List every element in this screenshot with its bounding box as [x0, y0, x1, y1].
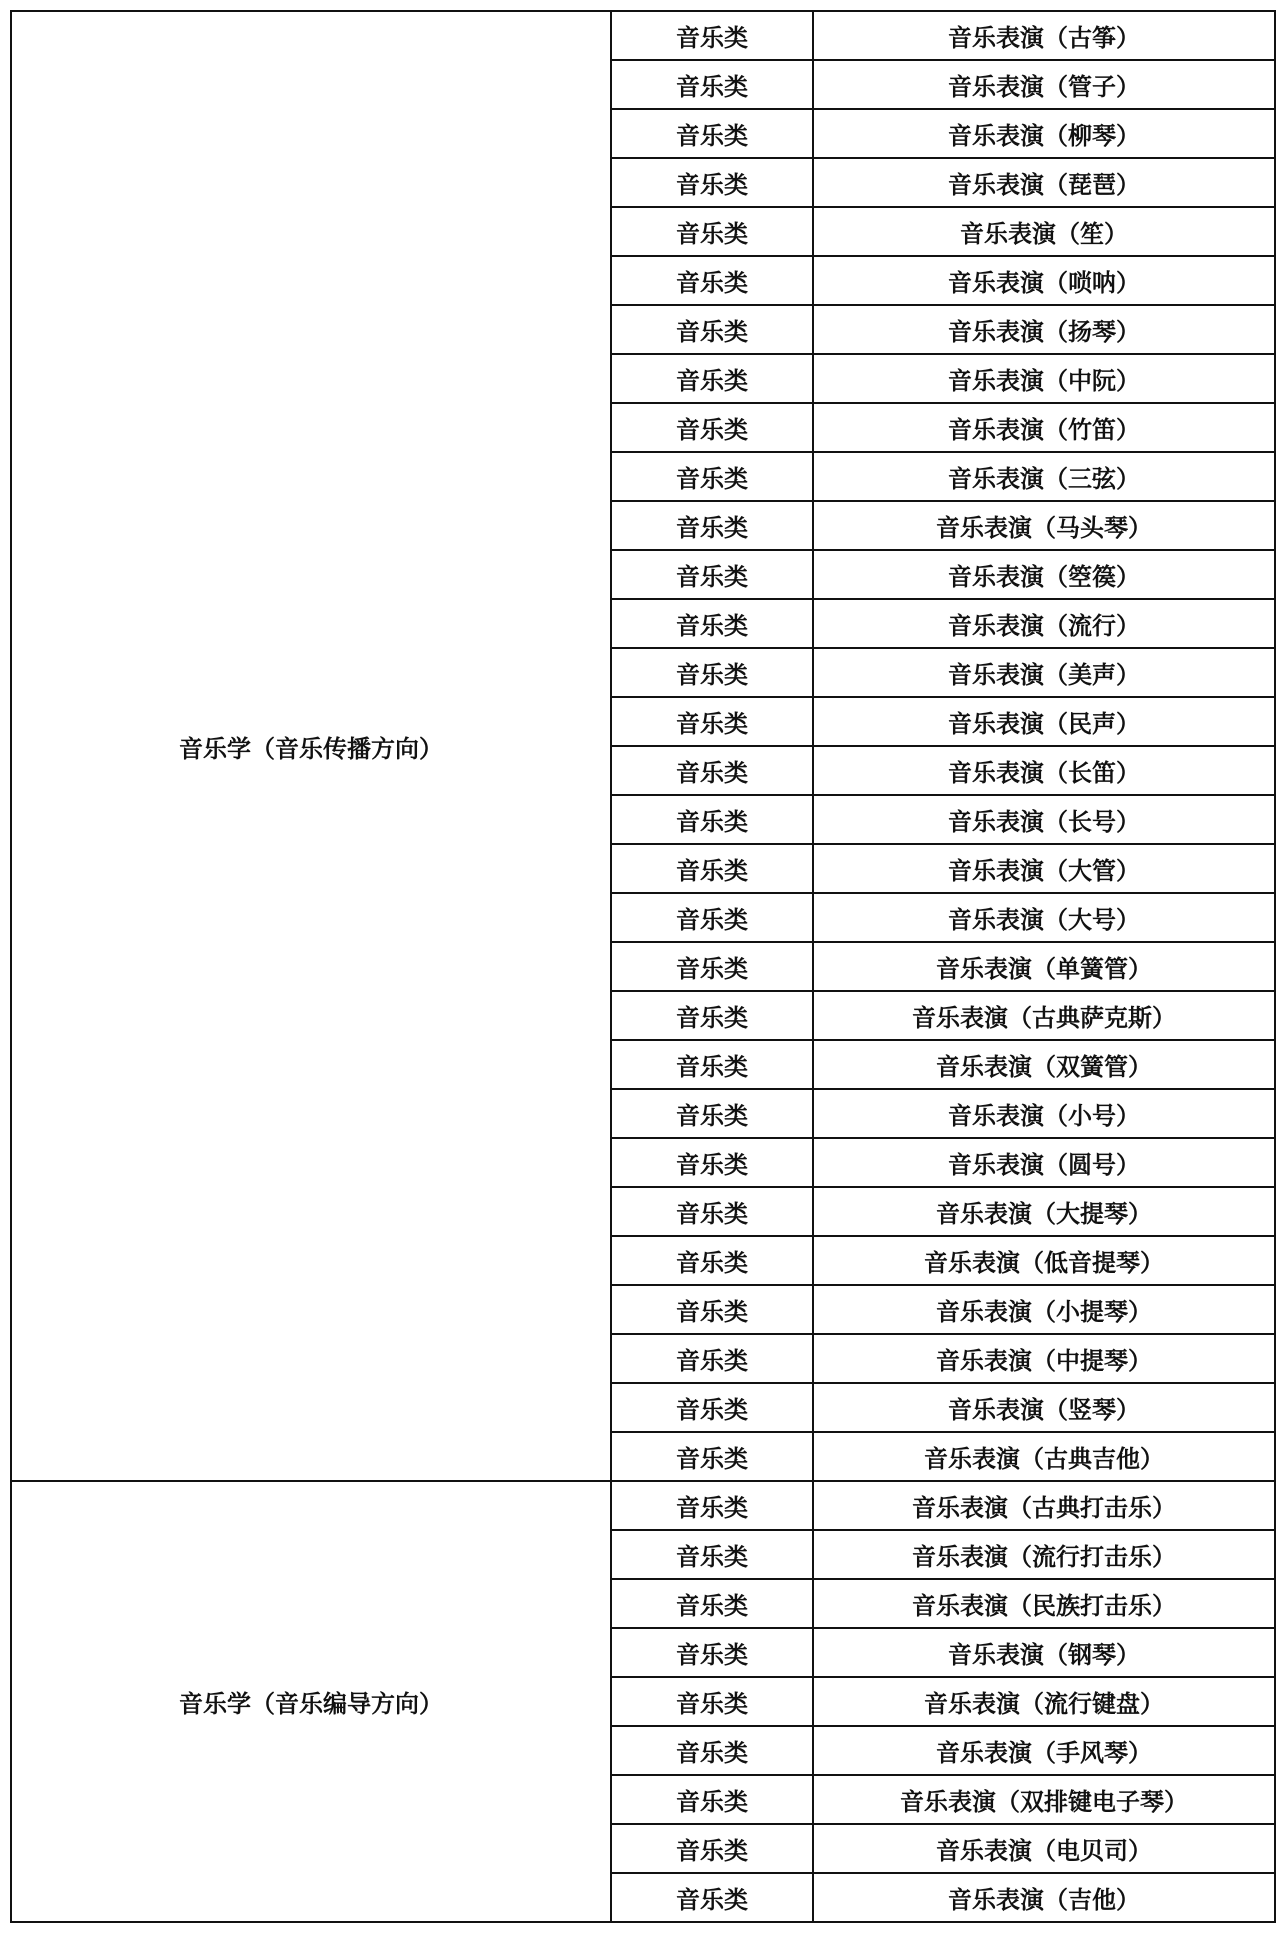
category-cell: 音乐类 [611, 893, 813, 942]
program-cell: 音乐表演（琵琶） [813, 158, 1275, 207]
category-cell: 音乐类 [611, 1530, 813, 1579]
program-cell: 音乐表演（大号） [813, 893, 1275, 942]
category-cell: 音乐类 [611, 1383, 813, 1432]
program-cell: 音乐表演（流行） [813, 599, 1275, 648]
category-cell: 音乐类 [611, 1628, 813, 1677]
category-cell: 音乐类 [611, 158, 813, 207]
category-cell: 音乐类 [611, 1726, 813, 1775]
program-cell: 音乐表演（管子） [813, 60, 1275, 109]
program-cell: 音乐表演（扬琴） [813, 305, 1275, 354]
category-cell: 音乐类 [611, 305, 813, 354]
program-cell: 音乐表演（古典打击乐） [813, 1481, 1275, 1530]
program-cell: 音乐表演（古筝） [813, 11, 1275, 60]
category-cell: 音乐类 [611, 1579, 813, 1628]
category-cell: 音乐类 [611, 60, 813, 109]
program-cell: 音乐表演（吉他） [813, 1873, 1275, 1922]
table-row [11, 1481, 1275, 1530]
program-cell: 音乐表演（钢琴） [813, 1628, 1275, 1677]
program-cell: 音乐表演（小提琴） [813, 1285, 1275, 1334]
category-cell: 音乐类 [611, 256, 813, 305]
category-cell: 音乐类 [611, 991, 813, 1040]
program-cell: 音乐表演（中阮） [813, 354, 1275, 403]
program-cell: 音乐表演（电贝司） [813, 1824, 1275, 1873]
program-cell: 音乐表演（长笛） [813, 746, 1275, 795]
category-cell: 音乐类 [611, 1334, 813, 1383]
program-cell: 音乐表演（竖琴） [813, 1383, 1275, 1432]
program-cell: 音乐表演（柳琴） [813, 109, 1275, 158]
category-cell: 音乐类 [611, 697, 813, 746]
category-cell: 音乐类 [611, 599, 813, 648]
program-cell: 音乐表演（马头琴） [813, 501, 1275, 550]
program-cell: 音乐表演（低音提琴） [813, 1236, 1275, 1285]
program-cell: 音乐表演（小号） [813, 1089, 1275, 1138]
major-cell: 音乐学（音乐传播方向） [11, 11, 611, 1481]
category-cell: 音乐类 [611, 1775, 813, 1824]
program-cell: 音乐表演（笙） [813, 207, 1275, 256]
program-cell: 音乐表演（双排键电子琴） [813, 1775, 1275, 1824]
program-cell: 音乐表演（流行键盘） [813, 1677, 1275, 1726]
table-body [11, 11, 1275, 1922]
category-cell: 音乐类 [611, 1089, 813, 1138]
category-cell: 音乐类 [611, 1285, 813, 1334]
category-cell: 音乐类 [611, 11, 813, 60]
program-cell: 音乐表演（圆号） [813, 1138, 1275, 1187]
program-cell: 音乐表演（三弦） [813, 452, 1275, 501]
category-cell: 音乐类 [611, 1187, 813, 1236]
program-cell: 音乐表演（美声） [813, 648, 1275, 697]
category-cell: 音乐类 [611, 1040, 813, 1089]
category-cell: 音乐类 [611, 452, 813, 501]
program-cell: 音乐表演（民族打击乐） [813, 1579, 1275, 1628]
program-cell: 音乐表演（流行打击乐） [813, 1530, 1275, 1579]
category-cell: 音乐类 [611, 1481, 813, 1530]
program-cell: 音乐表演（古典萨克斯） [813, 991, 1275, 1040]
program-cell: 音乐表演（民声） [813, 697, 1275, 746]
category-cell: 音乐类 [611, 844, 813, 893]
admissions-table [10, 10, 1276, 1923]
category-cell: 音乐类 [611, 1677, 813, 1726]
category-cell: 音乐类 [611, 403, 813, 452]
program-cell: 音乐表演（唢呐） [813, 256, 1275, 305]
category-cell: 音乐类 [611, 1138, 813, 1187]
program-cell: 音乐表演（箜篌） [813, 550, 1275, 599]
category-cell: 音乐类 [611, 354, 813, 403]
program-cell: 音乐表演（单簧管） [813, 942, 1275, 991]
category-cell: 音乐类 [611, 648, 813, 697]
category-cell: 音乐类 [611, 550, 813, 599]
program-cell: 音乐表演（古典吉他） [813, 1432, 1275, 1481]
category-cell: 音乐类 [611, 746, 813, 795]
category-cell: 音乐类 [611, 501, 813, 550]
category-cell: 音乐类 [611, 109, 813, 158]
program-cell: 音乐表演（长号） [813, 795, 1275, 844]
category-cell: 音乐类 [611, 795, 813, 844]
program-cell: 音乐表演（手风琴） [813, 1726, 1275, 1775]
category-cell: 音乐类 [611, 942, 813, 991]
category-cell: 音乐类 [611, 1873, 813, 1922]
program-cell: 音乐表演（中提琴） [813, 1334, 1275, 1383]
program-cell: 音乐表演（大提琴） [813, 1187, 1275, 1236]
program-cell: 音乐表演（大管） [813, 844, 1275, 893]
category-cell: 音乐类 [611, 1236, 813, 1285]
major-cell: 音乐学（音乐编导方向） [11, 1481, 611, 1922]
program-cell: 音乐表演（竹笛） [813, 403, 1275, 452]
category-cell: 音乐类 [611, 1824, 813, 1873]
category-cell: 音乐类 [611, 207, 813, 256]
category-cell: 音乐类 [611, 1432, 813, 1481]
table-row [11, 11, 1275, 60]
program-cell: 音乐表演（双簧管） [813, 1040, 1275, 1089]
